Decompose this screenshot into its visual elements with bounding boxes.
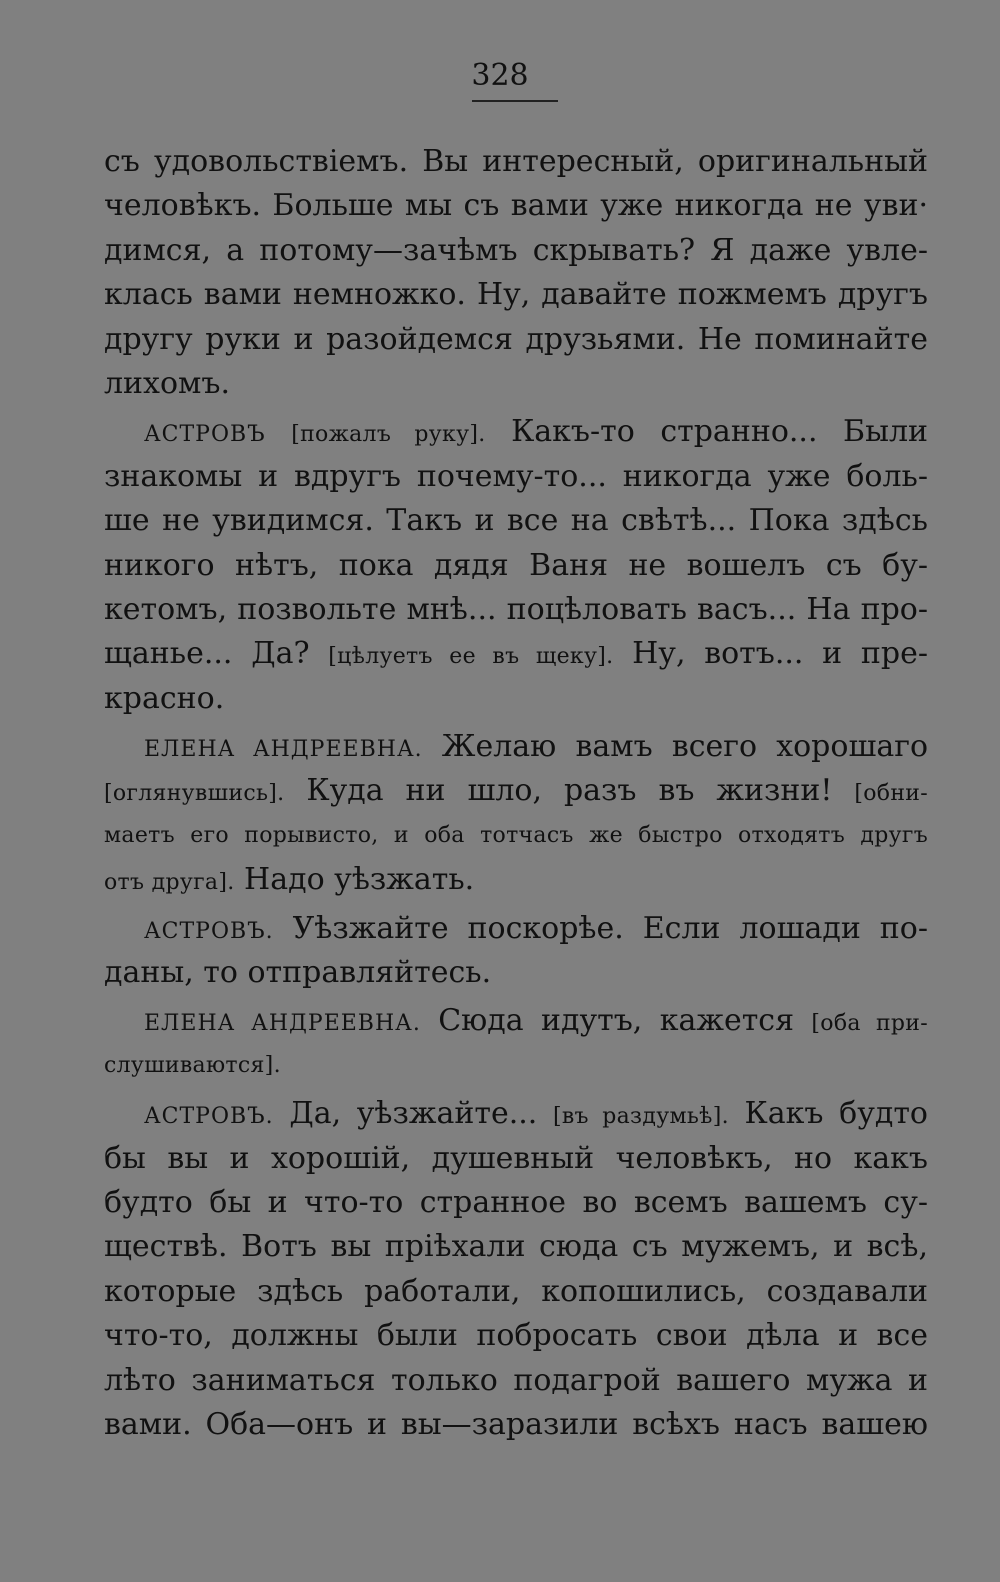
text-line: лѣто заниматься только подагрой вашего мужа и	[104, 1362, 928, 1398]
speech-text: Куда ни шло, разъ въ жизни!	[306, 773, 833, 809]
paragraph-4	[104, 907, 928, 996]
text-line: красно.	[104, 680, 225, 716]
stage-direction: отъ друга].	[104, 870, 235, 896]
stage-direction: [цѣлуетъ ее въ щеку].	[328, 644, 614, 670]
speech-text: Какъ будто	[744, 1096, 928, 1132]
text-line: димся, а потому—зачѣмъ скрывать? Я даже увле-	[104, 232, 928, 268]
text-line: будто бы и что-то странное во всемъ вашемъ су-	[104, 1184, 928, 1220]
speech-text: Желаю вамъ всего хорошаго	[441, 729, 929, 765]
text-line	[104, 725, 928, 769]
text-line: знакомы и вдругъ почему-то... никогда уже боль-	[104, 458, 928, 494]
stage-direction: [въ раздумьѣ].	[552, 1104, 729, 1130]
stage-direction: [пожалъ руку].	[291, 422, 486, 448]
text-line	[104, 907, 928, 951]
page-text	[104, 140, 928, 1451]
stage-direction: [оглянувшись].	[104, 781, 285, 807]
text-line: человѣкъ. Больше мы съ вами уже никогда не уви·	[104, 188, 928, 224]
text-line: съ удовольствіемъ. Вы интересный, оригинальный	[104, 144, 928, 179]
speech-text: щанье... Да?	[104, 636, 310, 672]
speaker-name: АСТРОВЪ.	[144, 1104, 274, 1130]
speech-text: Сюда идутъ, кажется	[438, 1003, 795, 1039]
paragraph-1	[104, 140, 928, 406]
stage-direction: [оба при-	[811, 1011, 928, 1037]
text-line: ществѣ. Вотъ вы пріѣхали сюда съ мужемъ, и всѣ,	[104, 1229, 928, 1265]
speaker-name: ЕЛЕНА АНДРЕЕВНА.	[144, 737, 423, 763]
speech-text: Надо уѣзжать.	[244, 862, 475, 898]
stage-direction: маетъ его порывисто, и оба тотчасъ же быстро отходятъ другъ	[104, 822, 928, 848]
paragraph-5	[104, 999, 928, 1088]
text-line: клась вами немножко. Ну, давайте пожмемъ другъ	[104, 277, 928, 313]
text-line	[104, 769, 928, 813]
speaker-name: ЕЛЕНА АНДРЕЕВНА.	[144, 1011, 421, 1037]
speech-text: Какъ-то странно... Были	[511, 414, 928, 450]
text-line	[104, 858, 928, 902]
text-line: никого нѣтъ, пока дядя Ваня не вошелъ съ бу-	[104, 547, 928, 583]
speech-text: Да, уѣзжайте...	[289, 1096, 538, 1132]
page-number-rule	[472, 100, 558, 102]
stage-direction: [обни-	[854, 781, 928, 807]
text-line: другу руки и разойдемся друзьями. Не поминайте	[104, 321, 928, 357]
text-line: вами. Оба—онъ и вы—заразили всѣхъ насъ вашею	[104, 1406, 928, 1442]
paragraph-2	[104, 410, 928, 721]
speech-text: Ну, вотъ... и пре-	[632, 636, 928, 672]
text-line	[104, 632, 928, 676]
text-line	[104, 1092, 928, 1136]
speaker-name: АСТРОВЪ.	[144, 918, 274, 944]
page-number: 328	[471, 58, 529, 93]
text-line: кетомъ, позвольте мнѣ... поцѣловать васъ... На про-	[104, 591, 928, 627]
paragraph-3	[104, 725, 928, 903]
speech-text: Уѣзжайте поскорѣе. Если лошади по-	[292, 910, 928, 946]
text-line: бы вы и хорошій, душевный человѣкъ, но какъ	[104, 1140, 928, 1176]
paragraph-6	[104, 1092, 928, 1447]
speaker-name: АСТРОВЪ	[144, 422, 266, 448]
stage-direction: слушиваются].	[104, 1052, 281, 1078]
text-line: которые здѣсь работали, копошились, создавали	[104, 1273, 928, 1309]
text-line	[104, 999, 928, 1043]
text-line: что-то, должны были побросать свои дѣла и все	[104, 1318, 928, 1354]
text-line	[104, 410, 928, 454]
text-line: лихомъ.	[104, 365, 230, 401]
text-line: ше не увидимся. Такъ и все на свѣтѣ... Пока здѣсь	[104, 503, 928, 539]
text-line: даны, то отправляйтесь.	[104, 955, 492, 991]
